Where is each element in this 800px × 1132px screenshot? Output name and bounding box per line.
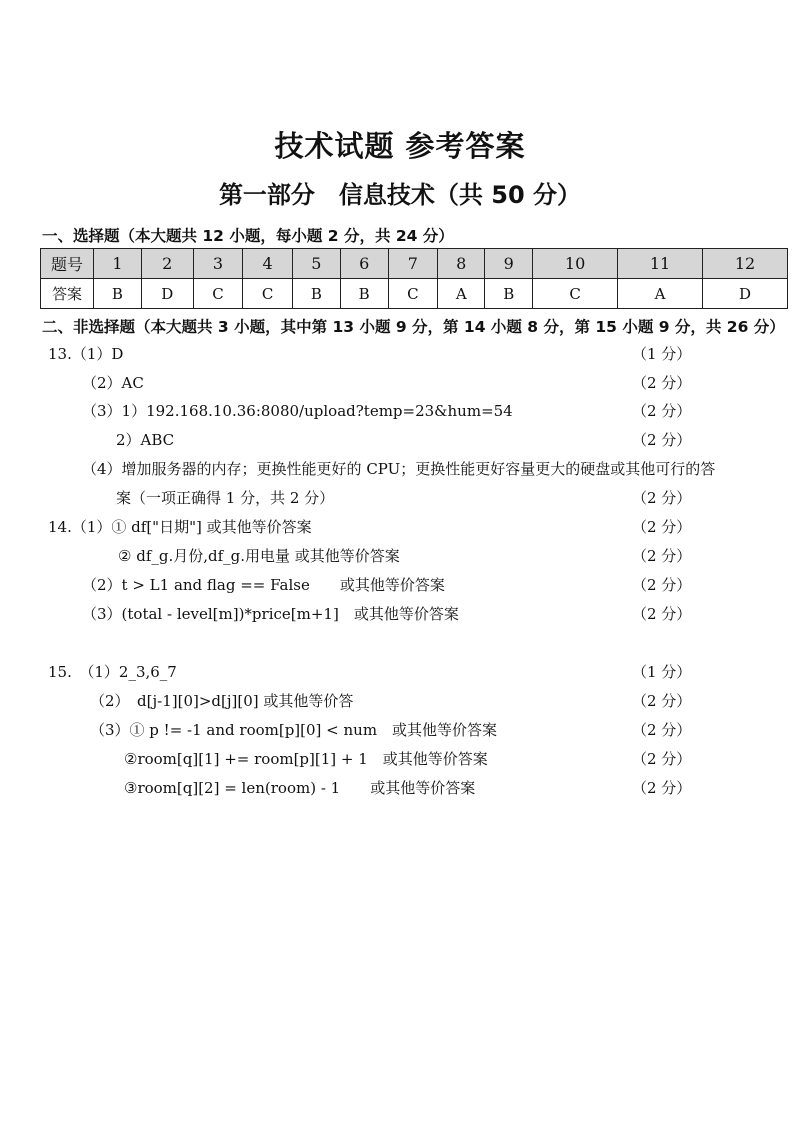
answer-line: （3）1）192.168.10.36:8080/upload?temp=23&hum=54 bbox=[82, 402, 513, 420]
answer-cell: A bbox=[438, 279, 485, 309]
question-number-cell: 12 bbox=[702, 249, 787, 279]
score-label: （2 分） bbox=[632, 692, 692, 710]
answer-cell: C bbox=[533, 279, 618, 309]
score-label: （2 分） bbox=[632, 576, 692, 594]
question-number-cell: 9 bbox=[485, 249, 533, 279]
score-label: （2 分） bbox=[632, 518, 692, 536]
answer-cell: D bbox=[141, 279, 193, 309]
section2-heading: 二、非选择题（本大题共 3 小题，其中第 13 小题 9 分，第 14 小题 8 分，第 15 小题 9 分，共 26 分） bbox=[42, 318, 785, 336]
answer-line: 案（一项正确得 1 分，共 2 分） bbox=[116, 489, 335, 507]
answer-cell: C bbox=[193, 279, 243, 309]
answer-line: （3）① p != -1 and room[p][0] < num 或其他等价答案 bbox=[90, 721, 498, 739]
score-label: （1 分） bbox=[632, 663, 692, 681]
question-number-row bbox=[41, 249, 788, 279]
answer-cell: B bbox=[340, 279, 388, 309]
row-label-question: 题号 bbox=[41, 249, 94, 279]
answer-line: 13.（1）D bbox=[48, 345, 124, 363]
question-number-cell: 1 bbox=[94, 249, 142, 279]
section1-heading: 一、选择题（本大题共 12 小题，每小题 2 分，共 24 分） bbox=[42, 227, 454, 245]
score-label: （2 分） bbox=[632, 750, 692, 768]
question-number-cell: 2 bbox=[141, 249, 193, 279]
question-number-cell: 4 bbox=[243, 249, 293, 279]
question-number-cell: 10 bbox=[533, 249, 618, 279]
score-label: （2 分） bbox=[632, 489, 692, 507]
answer-line: （2）AC bbox=[82, 374, 144, 392]
score-label: （2 分） bbox=[632, 779, 692, 797]
answer-line: ②room[q][1] += room[p][1] + 1 或其他等价答案 bbox=[124, 750, 488, 768]
answer-line: ② df_g.月份,df_g.用电量 或其他等价答案 bbox=[118, 547, 400, 565]
question-number-cell: 7 bbox=[388, 249, 438, 279]
question-number-cell: 8 bbox=[438, 249, 485, 279]
score-label: （2 分） bbox=[632, 721, 692, 739]
answer-line: （3）(total - level[m])*price[m+1] 或其他等价答案 bbox=[82, 605, 459, 623]
answer-line: （2）t > L1 and flag == False 或其他等价答案 bbox=[82, 576, 445, 594]
page-subtitle: 第一部分 信息技术（共 50 分） bbox=[218, 181, 582, 209]
answer-line: （4）增加服务器的内存；更换性能更好的 CPU；更换性能更好容量更大的硬盘或其他可行的答 bbox=[82, 460, 716, 478]
answer-cell: C bbox=[388, 279, 438, 309]
answer-cell: A bbox=[618, 279, 703, 309]
answer-cell: B bbox=[94, 279, 142, 309]
score-label: （2 分） bbox=[632, 431, 692, 449]
answer-cell: C bbox=[243, 279, 293, 309]
answer-line: ③room[q][2] = len(room) - 1 或其他等价答案 bbox=[124, 779, 476, 797]
answer-line: 2）ABC bbox=[116, 431, 175, 449]
answer-line: 15. （1）2_3,6_7 bbox=[48, 663, 177, 681]
answer-line: （2） d[j-1][0]>d[j][0] 或其他等价答 bbox=[90, 692, 354, 710]
score-label: （2 分） bbox=[632, 374, 692, 392]
answer-line: 14.（1）① df["日期"] 或其他等价答案 bbox=[48, 518, 312, 536]
row-label-answer: 答案 bbox=[41, 279, 94, 309]
answer-table bbox=[40, 248, 788, 309]
question-number-cell: 11 bbox=[618, 249, 703, 279]
question-number-cell: 6 bbox=[340, 249, 388, 279]
answer-cell: B bbox=[292, 279, 340, 309]
question-number-cell: 5 bbox=[292, 249, 340, 279]
answer-cell: B bbox=[485, 279, 533, 309]
question-number-cell: 3 bbox=[193, 249, 243, 279]
page-title: 技术试题 参考答案 bbox=[274, 129, 526, 163]
score-label: （2 分） bbox=[632, 605, 692, 623]
answer-cell: D bbox=[702, 279, 787, 309]
score-label: （2 分） bbox=[632, 547, 692, 565]
answer-row bbox=[41, 279, 788, 309]
score-label: （1 分） bbox=[632, 345, 692, 363]
score-label: （2 分） bbox=[632, 402, 692, 420]
